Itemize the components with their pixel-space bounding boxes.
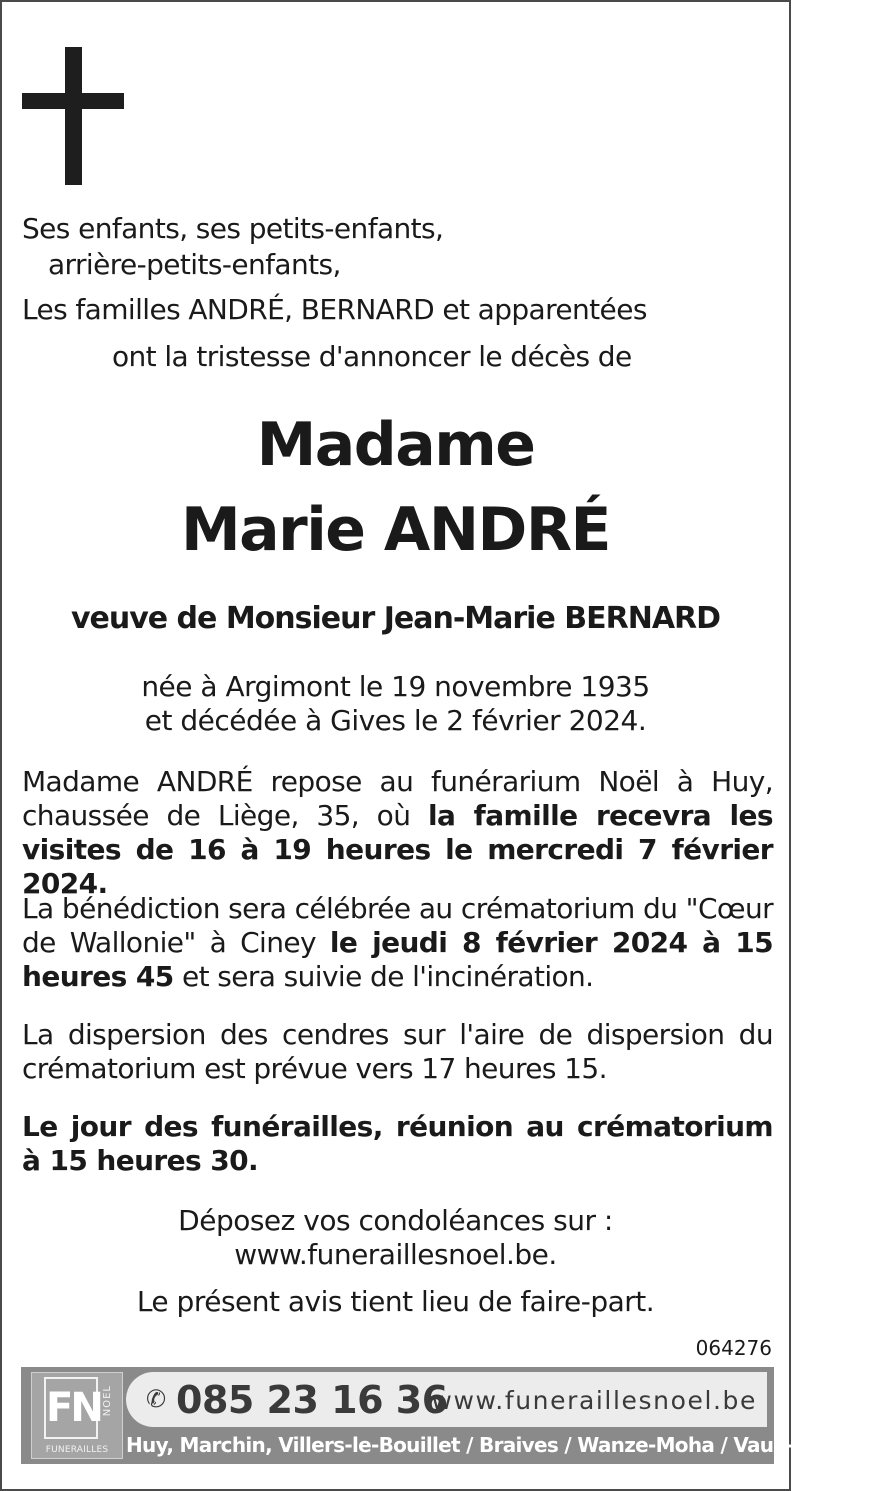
deceased-name: Marie ANDRÉ: [180, 495, 611, 565]
cross-icon: [22, 47, 124, 187]
visitation-times: la famille recevra les visites de 16 à 19 heures le mercredi 7 février 2024.: [22, 799, 773, 900]
phone-number[interactable]: 085 23 16 36: [176, 1378, 448, 1422]
locations-list: Huy, Marchin, Villers-le-Bouillet / Braives / Wanze-Moha / Vaux-et-Borset: [126, 1433, 892, 1457]
notice-line: Le présent avis tient lieu de faire-part.: [136, 1285, 655, 1318]
condolences-website[interactable]: www.funeraillesnoel.be.: [234, 1238, 557, 1271]
ceremony-text: La bénédiction sera célébrée au crématorium du "Cœur de Wallonie" à Ciney: [22, 892, 773, 959]
funeral-home-logo: [31, 1372, 123, 1459]
logo-letters: FN: [44, 1377, 98, 1439]
intro-line-1: Ses enfants, ses petits-enfants,: [22, 212, 444, 245]
meeting-text: Le jour des funérailles, réunion au crématorium à 15 heures 30.: [22, 1110, 773, 1177]
ceremony-date: le jeudi 8 février 2024 à 15 heures 45: [22, 926, 773, 993]
visitation-paragraph: [22, 765, 773, 901]
intro-line-3: Les familles ANDRÉ, BERNARD et apparentées: [22, 293, 647, 326]
widow-line: veuve de Monsieur Jean-Marie BERNARD: [70, 601, 721, 636]
website-link[interactable]: www.funeraillesnoel.be: [431, 1386, 757, 1415]
logo-side-text: NOEL: [102, 1385, 113, 1417]
intro-line-2: arrière-petits-enfants,: [48, 248, 341, 281]
dispersion-paragraph: La dispersion des cendres sur l'aire de dispersion du crématorium est prévue vers 17 heures 15.: [22, 1018, 773, 1085]
ceremony-paragraph: [22, 892, 773, 994]
death-line: et décédée à Gives le 2 février 2024.: [144, 704, 647, 737]
visitation-text: Madame ANDRÉ repose au funérarium Noël à Huy, chaussée de Liège, 35, où: [22, 765, 773, 832]
condolences-line: Déposez vos condoléances sur :: [178, 1204, 613, 1237]
reference-number: 064276: [695, 1336, 772, 1360]
birth-line: née à Argimont le 19 novembre 1935: [141, 670, 650, 703]
deceased-title: Madame: [256, 410, 535, 480]
intro-line-4: ont la tristesse d'annoncer le décès de: [112, 340, 632, 373]
contact-bar: [126, 1372, 767, 1427]
logo-bottom-text: FUNERAILLES: [45, 1445, 109, 1455]
funeral-home-banner: [21, 1367, 892, 1464]
meeting-paragraph: [22, 1110, 773, 1178]
ceremony-text-end: et sera suivie de l'incinération.: [173, 960, 594, 993]
phone-icon: ✆: [146, 1385, 167, 1413]
